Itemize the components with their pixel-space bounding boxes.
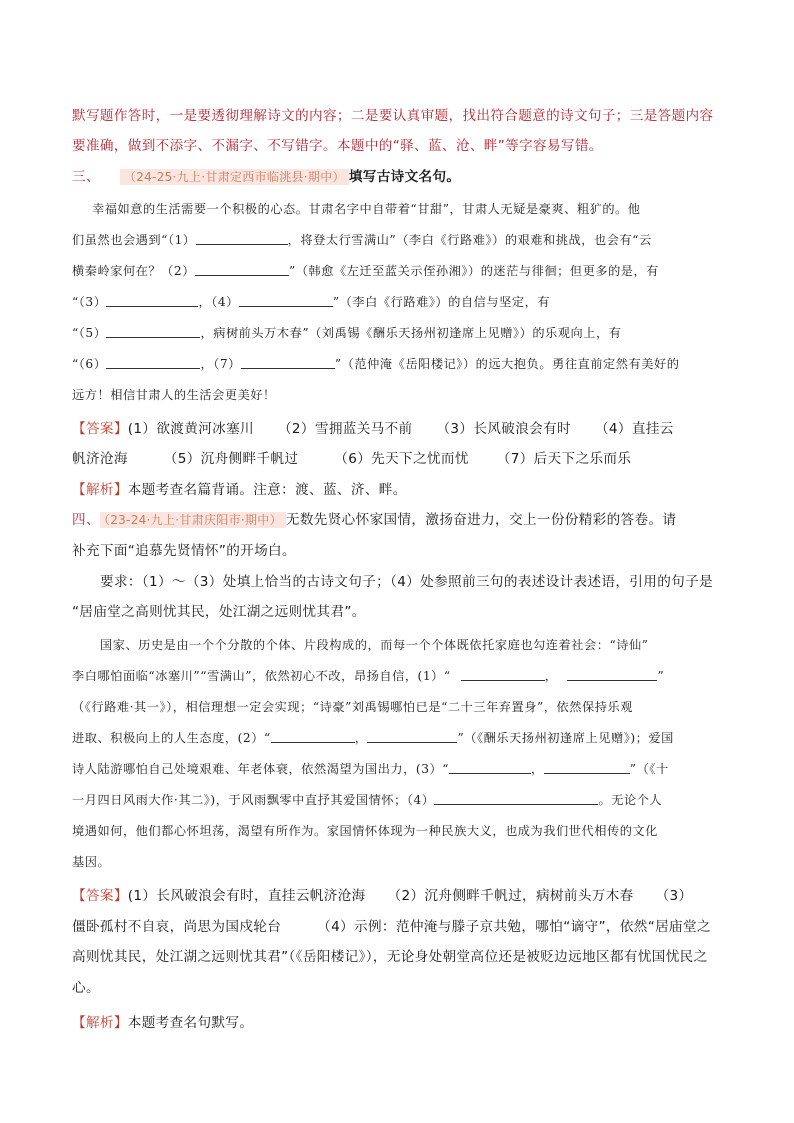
- blank-1: [196, 232, 288, 245]
- question-source: （24-25·九上·甘肃定西市临洮县·期中）: [120, 169, 349, 185]
- text-segment: ，: [354, 731, 368, 745]
- passage-line: [72, 262, 659, 279]
- blank-2: [195, 263, 289, 276]
- passage-line: [72, 729, 674, 746]
- answer-line: [72, 915, 711, 935]
- text-segment: （4）示例：范仲淹与滕子京共勉，哪怕“谪守”，依然“居庙堂之: [317, 919, 711, 935]
- passage-line: [72, 293, 550, 310]
- text-segment: ，将登太行雪满山”（李白《行路难》）的艰难和挑战，也会有“云: [287, 233, 652, 247]
- text-segment: （4）直挂云: [594, 421, 674, 437]
- text-segment: ，（4）: [198, 295, 239, 309]
- text-segment: (1）欲渡黄河冰塞川: [127, 421, 254, 437]
- text-segment: （3）长风破浪会有时: [436, 421, 571, 437]
- blank-4: [434, 792, 598, 805]
- requirement-line: “居庙堂之高则忧其民，处江湖之远则忧其君”。: [72, 604, 366, 620]
- blank-5: [106, 325, 200, 338]
- text-segment: 本题考查名句默写。: [127, 1015, 254, 1031]
- requirement-line: 要求：（1）～（3）处填上恰当的古诗文句子；（4）处参照前三句的表述设计表述语，引用的句子是: [100, 574, 713, 590]
- text-segment: 帆济沧海: [72, 451, 128, 467]
- passage-line: 境遇如何，他们都心怀坦荡，渴望有所作为。家国情怀体现为一种民族大义，也成为我们世代相传的文化: [72, 824, 658, 838]
- text-segment: “（6）: [72, 357, 107, 371]
- text-segment: （3）: [655, 888, 693, 904]
- text-segment: ，: [531, 762, 544, 776]
- blank-2: [271, 730, 355, 743]
- text-segment: ”（李白《行路难》）的自信与坚定，有: [332, 295, 551, 309]
- text-segment: 一月四日风雨大作·其二》)，于风雨飘零中直抒其爱国情怀；（4）: [72, 793, 435, 807]
- text-segment: 横秦岭家何在？（2）: [72, 264, 195, 278]
- blank-3: [106, 294, 198, 307]
- passage-line: [72, 355, 679, 372]
- passage-line: [72, 231, 652, 248]
- blank-7: [241, 356, 335, 369]
- analysis-tag: 【解析】: [72, 482, 128, 498]
- answer-tag: 【答案】: [72, 421, 128, 437]
- passage-line: [72, 324, 622, 341]
- text-segment: ”（《酬乐天扬州初逢席上见赠》)；爱国: [457, 731, 674, 745]
- passage-line: 幸福如意的生活需要一个积极的心态。甘肃名字中自带着“甘甜”，甘肃人无疑是豪爽、粗犷的。他: [92, 202, 641, 216]
- text-segment: 进取、积极向上的人生态度，(2）“: [72, 731, 271, 745]
- question-number: 三、: [72, 169, 100, 185]
- blank-3b: [544, 761, 630, 774]
- text-segment: “（5）: [72, 326, 107, 340]
- passage-line: [72, 667, 664, 684]
- text-segment: (1）长风破浪会有时，直挂云帆济沧海: [127, 888, 366, 904]
- question-source: （23-24·九上·甘肃庆阳市·期中）: [100, 512, 286, 528]
- answer-tag: 【答案】: [72, 888, 128, 904]
- text-segment: 僵卧孤村不自哀，尚思为国戍轮台: [72, 919, 282, 935]
- text-segment: ”（《十: [629, 762, 669, 776]
- text-segment: “（3）: [72, 295, 107, 309]
- analysis-line: [72, 478, 407, 498]
- answer-line: [72, 447, 631, 467]
- question-title-line: 补充下面“追慕先贤情怀”的开场白。: [72, 543, 296, 559]
- blank-1b: [567, 668, 657, 681]
- passage-line: 国家、历史是由一个个分散的个体、片段构成的，而每一个个体既依托家庭也勾连着社会：“诗仙”: [100, 638, 649, 652]
- text-segment: 本题考查名篇背诵。注意：渡、蓝、济、畔。: [127, 482, 407, 498]
- analysis-line: [72, 1011, 253, 1031]
- question-4-heading: [72, 508, 676, 528]
- text-segment: ”（范仲淹《岳阳楼记》）的远大抱负。勇往直前定然有美好的: [334, 357, 680, 371]
- passage-line: 基因。: [72, 855, 111, 869]
- text-segment: （5）沉舟侧畔千帆过: [163, 451, 299, 467]
- passage-line: （《行路难·其一》），相信理想一定会实现；“诗豪”刘禹锡哪怕已是“二十三年弃置身”，依然保持乐观: [72, 700, 633, 714]
- text-segment: 们虽然也会遇到“（1）: [72, 233, 196, 247]
- question-title: 填写古诗文名句。: [348, 169, 461, 185]
- answer-line: 高则忧其民，处江湖之远则忧其君”（《岳阳楼记》），无论身处朝堂高位还是被贬边远地区都有忧国忧民之: [72, 949, 708, 965]
- text-segment: 。无论个人: [598, 793, 663, 807]
- question-number: 四、: [72, 512, 100, 528]
- text-segment: （2）沉舟侧畔千帆过，病树前头万木春: [387, 888, 634, 904]
- analysis-tag: 【解析】: [72, 1015, 128, 1031]
- blank-2b: [367, 730, 457, 743]
- passage-line: 远方！相信甘肃人的生活会更美好！: [72, 388, 276, 402]
- answer-line: 心。: [72, 980, 100, 996]
- passage-line: [72, 760, 669, 777]
- answer-line: [72, 884, 692, 904]
- blank-1: [461, 668, 545, 681]
- blank-3: [449, 761, 531, 774]
- text-segment: ，: [544, 669, 558, 683]
- blank-4: [239, 294, 333, 307]
- text-segment: ”: [657, 669, 665, 683]
- intro-line-2: 要准确，做到不添字、不漏字、不写错字。本题中的“驿、蓝、沧、畔”等字容易写错。: [72, 138, 603, 154]
- question-3-heading: [72, 165, 460, 185]
- text-segment: 诗人陆游哪怕自己处境艰难、年老体衰，依然渴望为国出力，(3）“: [72, 762, 450, 776]
- answer-line: [72, 417, 674, 437]
- text-segment: （2）雪拥蓝关马不前: [277, 421, 413, 437]
- text-segment: ，（7）: [200, 357, 241, 371]
- text-segment: ”（韩愈《左迁至蓝关示侄孙湘》）的迷茫与徘徊；但更多的是，有: [288, 264, 660, 278]
- intro-line-1: 默写题作答时，一是要透彻理解诗文的内容；二是要认真审题，找出符合题意的诗文句子；三是答题内容: [72, 108, 714, 124]
- blank-6: [106, 356, 200, 369]
- text-segment: （6）先天下之忧而忧: [334, 451, 469, 467]
- passage-line: [72, 791, 662, 808]
- text-segment: （7）后天下之乐而乐: [496, 451, 632, 467]
- text-segment: 李白哪怕面临“冰塞川”“雪满山”，依然初心不改，昂扬自信，(1）“: [72, 669, 451, 683]
- question-title: 无数先贤心怀家国情，激扬奋进力，交上一份份精彩的答卷。请: [285, 512, 677, 528]
- text-segment: ，病树前头万木春”（刘禹锡《酬乐天扬州初逢席上见赠》）的乐观向上，有: [200, 326, 622, 340]
